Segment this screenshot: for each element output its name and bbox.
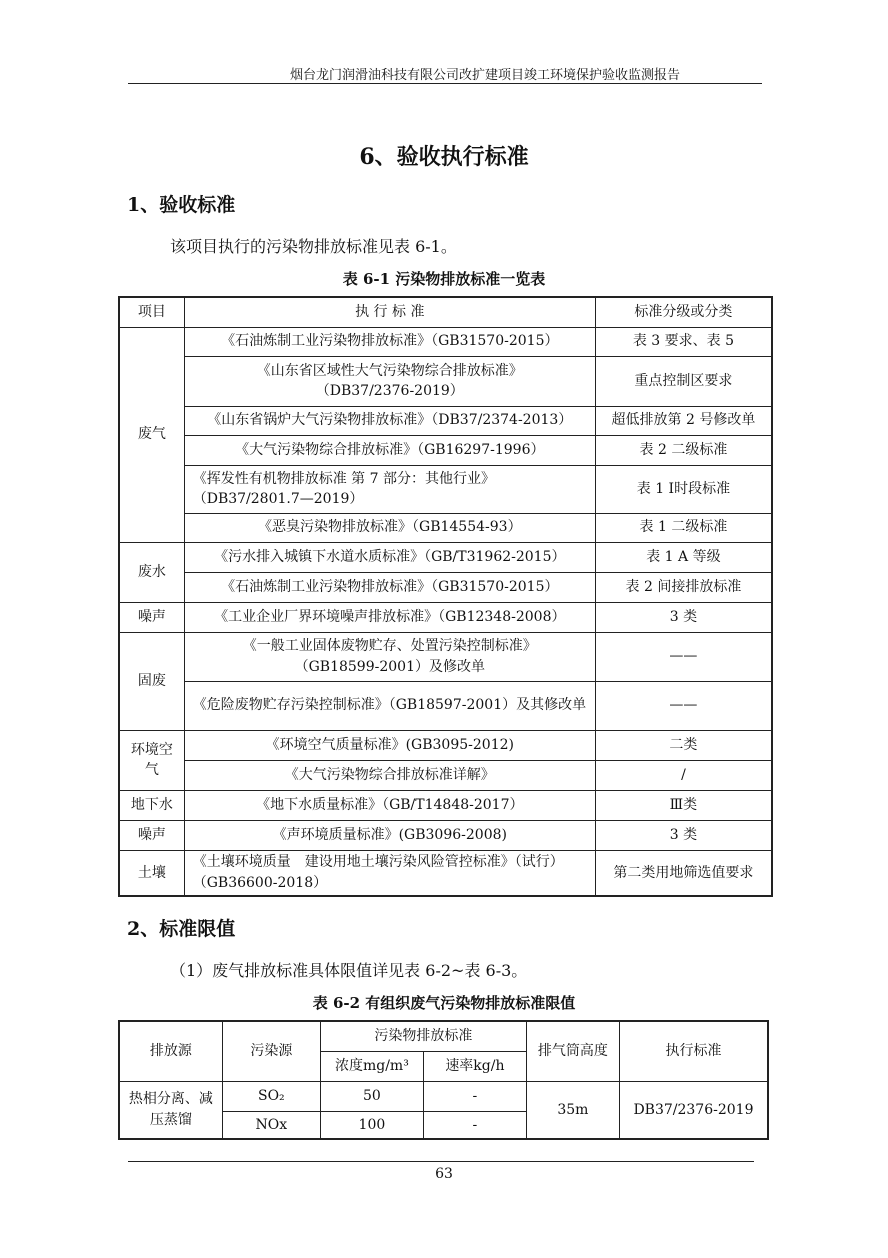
table-row xyxy=(119,602,772,632)
header-divider xyxy=(128,83,762,84)
concentration-cell: 100 xyxy=(320,1111,423,1139)
header-item: 项目 xyxy=(119,297,184,327)
pollutant-cell: NOx xyxy=(222,1111,320,1139)
class-cell: 第二类用地筛选值要求 xyxy=(595,850,772,896)
standard-cell: DB37/2376-2019 xyxy=(619,1081,768,1139)
table-row xyxy=(119,1081,768,1111)
standard-cell xyxy=(184,356,595,406)
item-cell: 固废 xyxy=(119,632,184,730)
standard-line: 《一般工业固体废物贮存、处置污染控制标准》 xyxy=(242,638,537,655)
standard-cell: 《工业企业厂界环境噪声排放标准》（GB12348-2008） xyxy=(184,602,595,632)
standards-table xyxy=(118,296,773,897)
rate-cell: - xyxy=(423,1081,526,1111)
source-cell: 热相分离、减压蒸馏 xyxy=(119,1081,222,1139)
header-standard: 执行标准 xyxy=(619,1021,768,1081)
table-row xyxy=(119,542,772,572)
class-cell: 表 2 二级标准 xyxy=(595,435,772,465)
table-row xyxy=(119,632,772,681)
header-limit-group: 污染物排放标准 xyxy=(320,1021,526,1051)
table-row xyxy=(119,572,772,602)
table-row xyxy=(119,760,772,790)
rate-cell: - xyxy=(423,1111,526,1139)
item-cell: 噪声 xyxy=(119,602,184,632)
standard-cell: 《石油炼制工业污染物排放标准》（GB31570-2015） xyxy=(184,572,595,602)
standard-cell: 《地下水质量标准》（GB/T14848-2017） xyxy=(184,790,595,820)
header-concentration: 浓度mg/m³ xyxy=(320,1051,423,1081)
table-row xyxy=(119,681,772,730)
header-class: 标准分级或分类 xyxy=(595,297,772,327)
header-stack-height: 排气筒高度 xyxy=(526,1021,619,1081)
class-cell: 表 3 要求、表 5 xyxy=(595,327,772,356)
pollutant-cell: SO₂ xyxy=(222,1081,320,1111)
class-cell: 表 1 A 等级 xyxy=(595,542,772,572)
item-cell: 废水 xyxy=(119,542,184,602)
header-title: 烟台龙门润滑油科技有限公司改扩建项目竣工环境保护验收监测报告 xyxy=(289,68,680,83)
standard-cell: 《恶臭污染物排放标准》（GB14554-93） xyxy=(184,513,595,542)
section1-heading: 1、验收标准 xyxy=(127,194,236,216)
standard-cell: 《声环境质量标准》(GB3096-2008) xyxy=(184,820,595,850)
chapter-title: 6、验收执行标准 xyxy=(359,144,529,170)
standard-cell: 《石油炼制工业污染物排放标准》（GB31570-2015） xyxy=(184,327,595,356)
standard-cell: 《大气污染物综合排放标准详解》 xyxy=(184,760,595,790)
standard-cell: 《山东省锅炉大气污染物排放标准》（DB37/2374-2013） xyxy=(184,406,595,435)
table-row xyxy=(119,465,772,513)
item-cell: 地下水 xyxy=(119,790,184,820)
page-number: 63 xyxy=(435,1166,453,1182)
table-row xyxy=(119,790,772,820)
item-cell: 环境空气 xyxy=(119,730,184,790)
standard-line: 《山东省区域性大气污染物综合排放标准》 xyxy=(256,362,523,379)
class-cell: / xyxy=(595,760,772,790)
standard-line: （GB18599-2001）及修改单 xyxy=(294,658,485,675)
section1-intro: 该项目执行的污染物排放标准见表 6-1。 xyxy=(170,237,457,256)
table-row xyxy=(119,820,772,850)
table-row xyxy=(119,850,772,896)
table-row xyxy=(119,406,772,435)
header-standard: 执 行 标 准 xyxy=(184,297,595,327)
standard-line: （DB37/2376-2019） xyxy=(315,383,464,399)
standard-cell: 《挥发性有机物排放标准 第 7 部分：其他行业》（DB37/2801.7—2019） xyxy=(184,465,595,513)
class-cell: —— xyxy=(595,632,772,681)
header-source: 排放源 xyxy=(119,1021,222,1081)
class-cell: 超低排放第 2 号修改单 xyxy=(595,406,772,435)
standard-cell: 《危险废物贮存污染控制标准》（GB18597-2001）及其修改单 xyxy=(184,681,595,730)
header-rate: 速率kg/h xyxy=(423,1051,526,1081)
item-cell: 噪声 xyxy=(119,820,184,850)
emission-limits-table xyxy=(118,1020,769,1140)
class-cell: —— xyxy=(595,681,772,730)
section2-intro: （1）废气排放标准具体限值详见表 6-2~表 6-3。 xyxy=(170,961,528,980)
item-cell: 土壤 xyxy=(119,850,184,896)
class-cell: 重点控制区要求 xyxy=(595,356,772,406)
header-pollutant: 污染源 xyxy=(222,1021,320,1081)
table-row xyxy=(119,356,772,406)
standard-cell xyxy=(184,632,595,681)
standard-cell: 《土壤环境质量 建设用地土壤污染风险管控标准》（试行）（GB36600-2018） xyxy=(184,850,595,896)
table1-caption: 表 6-1 污染物排放标准一览表 xyxy=(342,270,546,288)
class-cell: 表 2 间接排放标准 xyxy=(595,572,772,602)
table-row xyxy=(119,513,772,542)
table-row xyxy=(119,327,772,356)
stack-height-cell: 35m xyxy=(526,1081,619,1139)
concentration-cell: 50 xyxy=(320,1081,423,1111)
table-row xyxy=(119,435,772,465)
class-cell: 表 1 二级标准 xyxy=(595,513,772,542)
class-cell: 3 类 xyxy=(595,820,772,850)
standard-cell: 《大气污染物综合排放标准》（GB16297-1996） xyxy=(184,435,595,465)
standard-cell: 《污水排入城镇下水道水质标准》（GB/T31962-2015） xyxy=(184,542,595,572)
item-cell: 废气 xyxy=(119,327,184,542)
class-cell: 二类 xyxy=(595,730,772,760)
standard-cell: 《环境空气质量标准》(GB3095-2012) xyxy=(184,730,595,760)
class-cell: Ⅲ类 xyxy=(595,790,772,820)
section2-heading: 2、标准限值 xyxy=(127,918,236,940)
table2-caption: 表 6-2 有组织废气污染物排放标准限值 xyxy=(312,994,576,1012)
class-cell: 3 类 xyxy=(595,602,772,632)
class-cell: 表 1 Ⅰ时段标准 xyxy=(595,465,772,513)
table-header-row xyxy=(119,1021,768,1051)
table-header-row xyxy=(119,297,772,327)
table-row xyxy=(119,730,772,760)
footer-divider xyxy=(128,1161,754,1162)
